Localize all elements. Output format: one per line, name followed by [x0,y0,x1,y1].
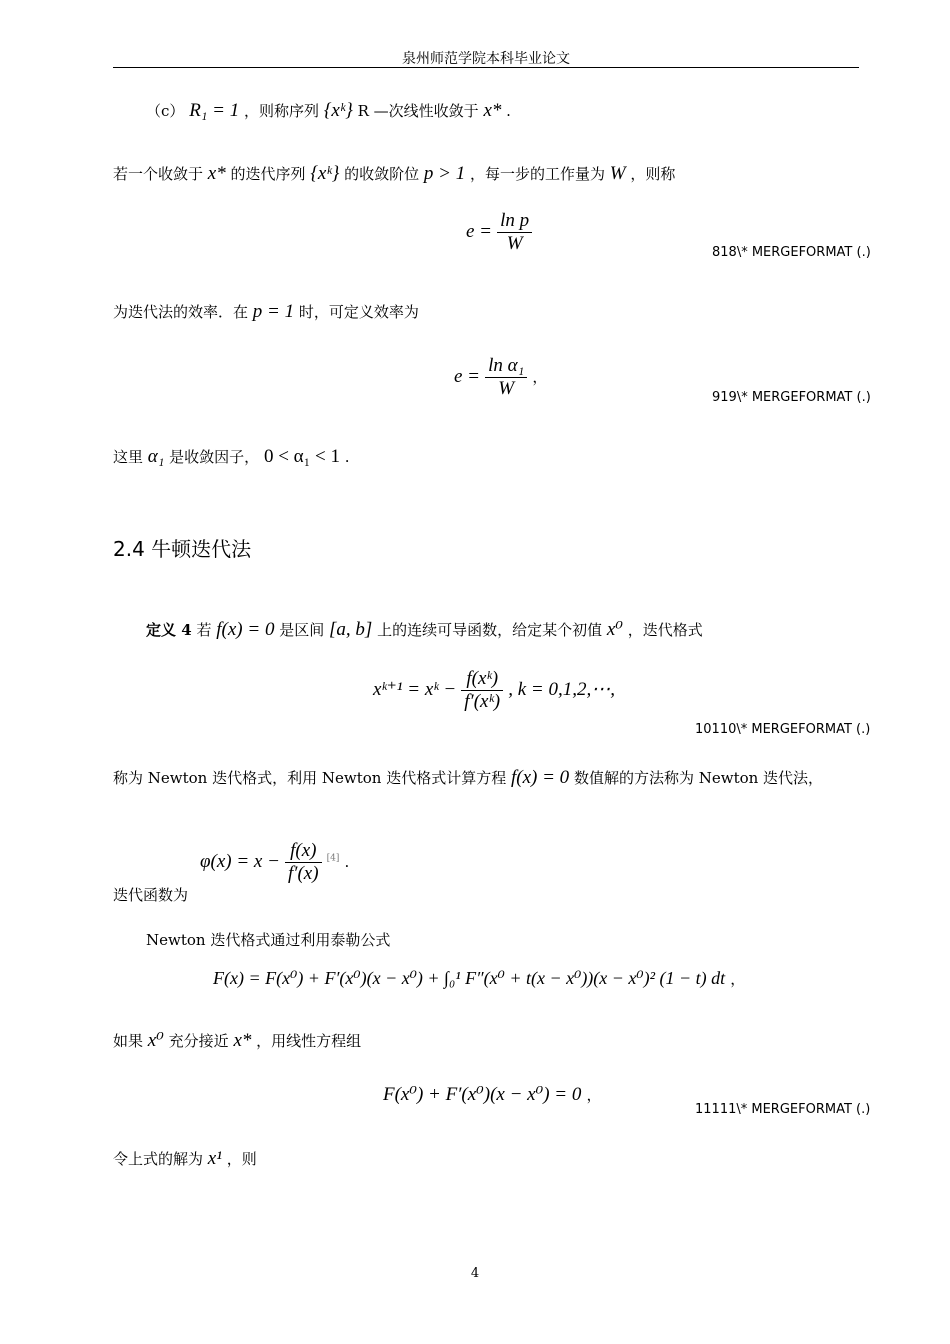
equation-formula: f(x) = 0 [510,767,570,788]
limit-formula: x* [233,1030,252,1051]
equation-body: F(x⁰) + F′(x⁰)(x − x⁰) = 0 [383,1084,582,1105]
alpha-formula: α₁ [147,446,165,467]
sequence-formula: {xᵏ} [310,163,340,184]
taylor-formula [213,968,745,989]
solution-paragraph [113,1148,257,1170]
order-formula: p > 1 [423,163,466,184]
sequence-formula: {xᵏ} [323,100,353,121]
taylor-intro: Newton 迭代格式通过利用泰勒公式 [146,931,391,949]
citation: [4] [326,853,340,864]
equation-tail: , k = 0,1,2,⋯, [508,679,615,700]
text: 为迭代法的效率．在 [113,303,249,321]
header-rule [113,67,859,68]
numerator: f(x) [285,840,322,863]
equation-efficiency [466,210,532,255]
running-header: 泉州师范学院本科毕业论文 [402,51,570,67]
equation-lhs: e = [466,221,493,242]
equation-lhs: φ(x) = x − [200,851,280,872]
work-formula: W [609,163,626,184]
punct: ， [586,1086,602,1104]
fraction [485,355,527,400]
text: 的迭代序列 [230,165,306,183]
text: 上的连续可导函数，给定某个初值 [377,621,603,639]
equation-lhs: e = [454,366,481,387]
order-paragraph [113,163,675,185]
denominator: f′(x) [288,863,319,884]
linear-equation [383,1083,602,1106]
fraction [497,210,532,255]
text: 若一个收敛于 [113,165,204,183]
text: ，迭代格式 [627,621,703,639]
punct: . [344,448,350,466]
denominator: f′(xᵏ) [464,691,501,712]
equation-number: 818\* MERGEFORMAT (.) [712,245,871,260]
section-heading: 2.4 牛顿迭代法 [113,537,252,561]
punct: ， [532,368,548,386]
text: 是区间 [279,621,325,639]
text: 时，可定义效率为 [298,303,419,321]
text: R —次线性收敛于 [357,102,479,120]
condition-formula: R₁ = 1 [189,100,240,121]
page-number: 4 [470,1266,480,1281]
proximity-paragraph [113,1029,361,1052]
equation-newton-iteration [373,668,615,713]
fraction [461,668,503,713]
equation-number: 11111\* MERGEFORMAT (.) [695,1102,871,1117]
text: 令上式的解为 [113,1150,204,1168]
text: 是收敛因子， [169,448,260,466]
newton-paragraph [113,767,823,789]
punct: . [344,853,350,871]
text: 充分接近 [168,1032,229,1050]
punct: . [506,102,511,120]
solution-formula: x¹ [207,1148,222,1169]
text: 数值解的方法称为 Newton 迭代法， [573,769,824,787]
numerator: ln p [497,210,532,233]
equation-number: 919\* MERGEFORMAT (.) [712,390,871,405]
initial-value-formula: x⁰ [606,619,623,640]
interval-formula: [a, b] [329,619,373,640]
iteration-function-formula [200,840,349,885]
fraction [285,840,322,885]
limit-formula: x* [483,100,502,121]
equation-number: 10110\* MERGEFORMAT (.) [695,722,871,737]
definition-label: 定义 4 [146,621,192,639]
equation-formula: f(x) = 0 [216,619,275,640]
limit-formula: x* [207,163,226,184]
numerator: f(xᵏ) [461,668,503,691]
text: ，则 [226,1150,257,1168]
text: 如果 [113,1032,144,1050]
denominator: W [506,233,523,254]
denominator: W [498,378,515,399]
punct: ， [730,970,746,988]
text: 称为 Newton 迭代格式，利用 Newton 迭代格式计算方程 [113,769,507,787]
initial-value-formula: x⁰ [147,1030,164,1051]
range-formula: 0 < α₁ < 1 [263,446,340,467]
numerator: ln α₁ [485,355,527,378]
definition-4 [146,618,703,641]
equation-lhs: xᵏ⁺¹ = xᵏ − [373,679,457,700]
iteration-function-label: 迭代函数为 [113,886,189,904]
item-label: （c） [146,102,185,120]
text: ，则称序列 [244,102,320,120]
text: 这里 [113,448,144,466]
condition-formula: p = 1 [252,301,295,322]
efficiency-paragraph [113,301,419,323]
text: 的收敛阶位 [344,165,420,183]
equation-linear-efficiency [454,355,547,400]
text: ，每一步的工作量为 [469,165,605,183]
text: ，则称 [630,165,676,183]
factor-paragraph [113,446,350,468]
equation-body: F(x) = F(x⁰) + F′(x⁰)(x − x⁰) + ∫₀¹ F″(x⁰ + t(x − x⁰))(x − x⁰)² (1 − t) dt [213,968,726,988]
definition-item-c [146,100,511,122]
text: 若 [196,621,212,639]
text: ，用线性方程组 [256,1032,362,1050]
